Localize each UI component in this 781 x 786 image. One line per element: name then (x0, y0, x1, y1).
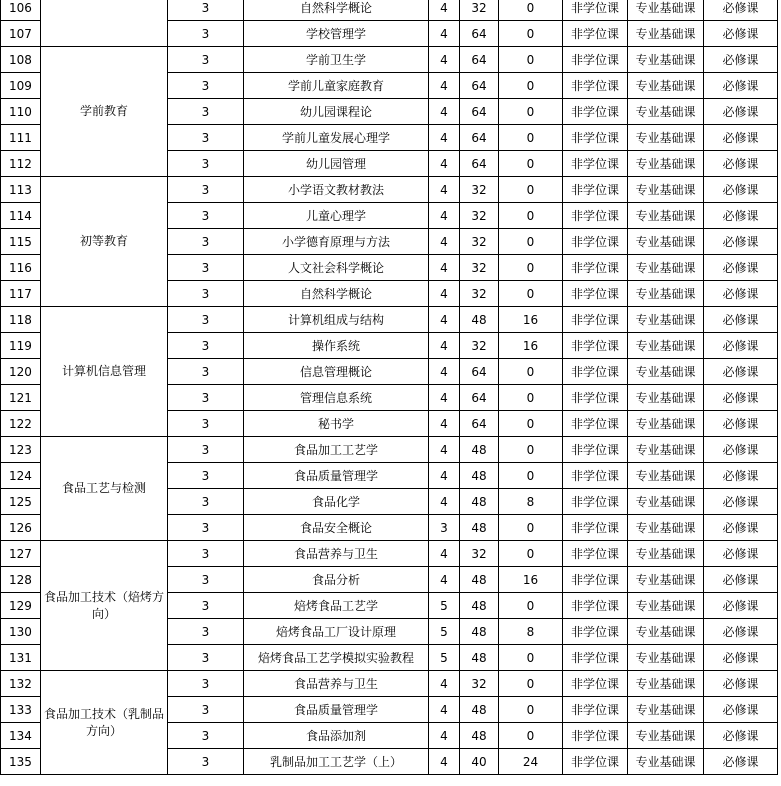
hours-cell: 64 (460, 73, 499, 99)
category-cell: 专业基础课 (628, 749, 704, 775)
major-cell: 食品工艺与检测 (41, 437, 168, 541)
hours-cell: 64 (460, 411, 499, 437)
degree-cell: 非学位课 (563, 229, 628, 255)
credit-cell: 4 (429, 463, 460, 489)
type-cell: 必修课 (704, 0, 778, 21)
degree-cell: 非学位课 (563, 0, 628, 21)
term-cell: 3 (168, 411, 244, 437)
lab-cell: 0 (499, 723, 563, 749)
term-cell: 3 (168, 723, 244, 749)
lab-cell: 0 (499, 255, 563, 281)
type-cell: 必修课 (704, 541, 778, 567)
no-cell: 108 (1, 47, 41, 73)
term-cell: 3 (168, 437, 244, 463)
no-cell: 115 (1, 229, 41, 255)
lab-cell: 0 (499, 47, 563, 73)
lab-cell: 0 (499, 21, 563, 47)
course-cell: 食品质量管理学 (244, 463, 429, 489)
category-cell: 专业基础课 (628, 515, 704, 541)
credit-cell: 5 (429, 619, 460, 645)
term-cell: 3 (168, 593, 244, 619)
no-cell: 112 (1, 151, 41, 177)
category-cell: 专业基础课 (628, 125, 704, 151)
degree-cell: 非学位课 (563, 463, 628, 489)
category-cell: 专业基础课 (628, 255, 704, 281)
credit-cell: 4 (429, 21, 460, 47)
table-row (1, 177, 778, 203)
credit-cell: 4 (429, 229, 460, 255)
no-cell: 130 (1, 619, 41, 645)
credit-cell: 3 (429, 515, 460, 541)
degree-cell: 非学位课 (563, 619, 628, 645)
lab-cell: 0 (499, 73, 563, 99)
hours-cell: 40 (460, 749, 499, 775)
type-cell: 必修课 (704, 333, 778, 359)
no-cell: 120 (1, 359, 41, 385)
hours-cell: 64 (460, 359, 499, 385)
category-cell: 专业基础课 (628, 463, 704, 489)
no-cell: 110 (1, 99, 41, 125)
type-cell: 必修课 (704, 125, 778, 151)
course-cell: 小学德育原理与方法 (244, 229, 429, 255)
major-cell (41, 0, 168, 47)
category-cell: 专业基础课 (628, 671, 704, 697)
term-cell: 3 (168, 515, 244, 541)
type-cell: 必修课 (704, 73, 778, 99)
degree-cell: 非学位课 (563, 203, 628, 229)
course-cell: 小学语文教材教法 (244, 177, 429, 203)
course-cell: 食品加工工艺学 (244, 437, 429, 463)
major-cell: 学前教育 (41, 47, 168, 177)
hours-cell: 32 (460, 229, 499, 255)
type-cell: 必修课 (704, 489, 778, 515)
major-cell: 计算机信息管理 (41, 307, 168, 437)
term-cell: 3 (168, 567, 244, 593)
credit-cell: 4 (429, 489, 460, 515)
category-cell: 专业基础课 (628, 697, 704, 723)
credit-cell: 4 (429, 125, 460, 151)
term-cell: 3 (168, 125, 244, 151)
credit-cell: 4 (429, 723, 460, 749)
term-cell: 3 (168, 203, 244, 229)
type-cell: 必修课 (704, 723, 778, 749)
type-cell: 必修课 (704, 463, 778, 489)
term-cell: 3 (168, 489, 244, 515)
lab-cell: 0 (499, 437, 563, 463)
term-cell: 3 (168, 151, 244, 177)
category-cell: 专业基础课 (628, 99, 704, 125)
credit-cell: 4 (429, 671, 460, 697)
type-cell: 必修课 (704, 359, 778, 385)
term-cell: 3 (168, 385, 244, 411)
degree-cell: 非学位课 (563, 411, 628, 437)
hours-cell: 48 (460, 515, 499, 541)
degree-cell: 非学位课 (563, 255, 628, 281)
hours-cell: 64 (460, 99, 499, 125)
type-cell: 必修课 (704, 151, 778, 177)
hours-cell: 32 (460, 281, 499, 307)
term-cell: 3 (168, 463, 244, 489)
credit-cell: 4 (429, 99, 460, 125)
term-cell: 3 (168, 73, 244, 99)
degree-cell: 非学位课 (563, 749, 628, 775)
no-cell: 107 (1, 21, 41, 47)
credit-cell: 4 (429, 437, 460, 463)
type-cell: 必修课 (704, 671, 778, 697)
degree-cell: 非学位课 (563, 151, 628, 177)
no-cell: 119 (1, 333, 41, 359)
category-cell: 专业基础课 (628, 619, 704, 645)
no-cell: 106 (1, 0, 41, 21)
category-cell: 专业基础课 (628, 411, 704, 437)
degree-cell: 非学位课 (563, 541, 628, 567)
credit-cell: 4 (429, 541, 460, 567)
degree-cell: 非学位课 (563, 99, 628, 125)
category-cell: 专业基础课 (628, 281, 704, 307)
degree-cell: 非学位课 (563, 437, 628, 463)
category-cell: 专业基础课 (628, 307, 704, 333)
no-cell: 121 (1, 385, 41, 411)
lab-cell: 8 (499, 489, 563, 515)
table-row (1, 437, 778, 463)
type-cell: 必修课 (704, 515, 778, 541)
type-cell: 必修课 (704, 749, 778, 775)
term-cell: 3 (168, 645, 244, 671)
lab-cell: 0 (499, 99, 563, 125)
category-cell: 专业基础课 (628, 229, 704, 255)
hours-cell: 48 (460, 489, 499, 515)
course-cell: 学前卫生学 (244, 47, 429, 73)
type-cell: 必修课 (704, 281, 778, 307)
course-cell: 操作系统 (244, 333, 429, 359)
credit-cell: 4 (429, 281, 460, 307)
type-cell: 必修课 (704, 645, 778, 671)
term-cell: 3 (168, 359, 244, 385)
type-cell: 必修课 (704, 255, 778, 281)
degree-cell: 非学位课 (563, 593, 628, 619)
hours-cell: 48 (460, 437, 499, 463)
type-cell: 必修课 (704, 697, 778, 723)
no-cell: 126 (1, 515, 41, 541)
hours-cell: 32 (460, 255, 499, 281)
course-cell: 秘书学 (244, 411, 429, 437)
category-cell: 专业基础课 (628, 385, 704, 411)
no-cell: 116 (1, 255, 41, 281)
degree-cell: 非学位课 (563, 671, 628, 697)
lab-cell: 0 (499, 359, 563, 385)
credit-cell: 4 (429, 411, 460, 437)
lab-cell: 0 (499, 515, 563, 541)
no-cell: 117 (1, 281, 41, 307)
no-cell: 131 (1, 645, 41, 671)
type-cell: 必修课 (704, 593, 778, 619)
term-cell: 3 (168, 697, 244, 723)
no-cell: 124 (1, 463, 41, 489)
type-cell: 必修课 (704, 437, 778, 463)
course-cell: 儿童心理学 (244, 203, 429, 229)
term-cell: 3 (168, 0, 244, 21)
major-cell: 初等教育 (41, 177, 168, 307)
degree-cell: 非学位课 (563, 307, 628, 333)
hours-cell: 32 (460, 333, 499, 359)
term-cell: 3 (168, 333, 244, 359)
term-cell: 3 (168, 749, 244, 775)
category-cell: 专业基础课 (628, 723, 704, 749)
course-cell: 食品营养与卫生 (244, 671, 429, 697)
lab-cell: 0 (499, 203, 563, 229)
category-cell: 专业基础课 (628, 0, 704, 21)
term-cell: 3 (168, 281, 244, 307)
course-cell: 乳制品加工工艺学（上） (244, 749, 429, 775)
course-cell: 焙烤食品工艺学模拟实验教程 (244, 645, 429, 671)
type-cell: 必修课 (704, 385, 778, 411)
category-cell: 专业基础课 (628, 73, 704, 99)
hours-cell: 32 (460, 541, 499, 567)
lab-cell: 0 (499, 593, 563, 619)
major-cell: 食品加工技术（焙烤方向） (41, 541, 168, 671)
category-cell: 专业基础课 (628, 489, 704, 515)
lab-cell: 8 (499, 619, 563, 645)
category-cell: 专业基础课 (628, 593, 704, 619)
credit-cell: 4 (429, 307, 460, 333)
type-cell: 必修课 (704, 619, 778, 645)
term-cell: 3 (168, 177, 244, 203)
hours-cell: 48 (460, 463, 499, 489)
lab-cell: 0 (499, 645, 563, 671)
course-cell: 食品添加剂 (244, 723, 429, 749)
hours-cell: 32 (460, 203, 499, 229)
type-cell: 必修课 (704, 307, 778, 333)
no-cell: 113 (1, 177, 41, 203)
degree-cell: 非学位课 (563, 515, 628, 541)
degree-cell: 非学位课 (563, 359, 628, 385)
hours-cell: 32 (460, 177, 499, 203)
credit-cell: 4 (429, 177, 460, 203)
category-cell: 专业基础课 (628, 567, 704, 593)
lab-cell: 0 (499, 411, 563, 437)
hours-cell: 64 (460, 21, 499, 47)
no-cell: 109 (1, 73, 41, 99)
no-cell: 135 (1, 749, 41, 775)
category-cell: 专业基础课 (628, 645, 704, 671)
table-row (1, 47, 778, 73)
hours-cell: 48 (460, 567, 499, 593)
term-cell: 3 (168, 541, 244, 567)
degree-cell: 非学位课 (563, 385, 628, 411)
course-cell: 人文社会科学概论 (244, 255, 429, 281)
credit-cell: 4 (429, 385, 460, 411)
hours-cell: 32 (460, 0, 499, 21)
type-cell: 必修课 (704, 47, 778, 73)
degree-cell: 非学位课 (563, 645, 628, 671)
term-cell: 3 (168, 21, 244, 47)
course-cell: 焙烤食品工艺学 (244, 593, 429, 619)
course-cell: 学前儿童家庭教育 (244, 73, 429, 99)
lab-cell: 16 (499, 307, 563, 333)
term-cell: 3 (168, 99, 244, 125)
hours-cell: 64 (460, 151, 499, 177)
course-cell: 计算机组成与结构 (244, 307, 429, 333)
lab-cell: 0 (499, 151, 563, 177)
type-cell: 必修课 (704, 411, 778, 437)
no-cell: 132 (1, 671, 41, 697)
lab-cell: 24 (499, 749, 563, 775)
lab-cell: 0 (499, 463, 563, 489)
no-cell: 125 (1, 489, 41, 515)
category-cell: 专业基础课 (628, 437, 704, 463)
term-cell: 3 (168, 255, 244, 281)
type-cell: 必修课 (704, 567, 778, 593)
course-cell: 管理信息系统 (244, 385, 429, 411)
category-cell: 专业基础课 (628, 359, 704, 385)
type-cell: 必修课 (704, 21, 778, 47)
lab-cell: 0 (499, 281, 563, 307)
major-cell: 食品加工技术（乳制品方向） (41, 671, 168, 775)
table-row (1, 671, 778, 697)
lab-cell: 0 (499, 0, 563, 21)
course-cell: 自然科学概论 (244, 0, 429, 21)
category-cell: 专业基础课 (628, 151, 704, 177)
course-table-body (1, 0, 778, 775)
no-cell: 127 (1, 541, 41, 567)
hours-cell: 32 (460, 671, 499, 697)
hours-cell: 48 (460, 619, 499, 645)
course-cell: 食品化学 (244, 489, 429, 515)
credit-cell: 4 (429, 749, 460, 775)
degree-cell: 非学位课 (563, 489, 628, 515)
term-cell: 3 (168, 671, 244, 697)
table-row (1, 541, 778, 567)
no-cell: 111 (1, 125, 41, 151)
degree-cell: 非学位课 (563, 333, 628, 359)
category-cell: 专业基础课 (628, 47, 704, 73)
course-cell: 食品质量管理学 (244, 697, 429, 723)
no-cell: 128 (1, 567, 41, 593)
no-cell: 133 (1, 697, 41, 723)
lab-cell: 16 (499, 333, 563, 359)
table-row (1, 307, 778, 333)
table-row (1, 0, 778, 21)
credit-cell: 5 (429, 593, 460, 619)
course-cell: 学校管理学 (244, 21, 429, 47)
hours-cell: 64 (460, 125, 499, 151)
no-cell: 122 (1, 411, 41, 437)
credit-cell: 4 (429, 0, 460, 21)
course-cell: 食品安全概论 (244, 515, 429, 541)
degree-cell: 非学位课 (563, 281, 628, 307)
no-cell: 134 (1, 723, 41, 749)
term-cell: 3 (168, 229, 244, 255)
course-cell: 食品分析 (244, 567, 429, 593)
credit-cell: 4 (429, 567, 460, 593)
term-cell: 3 (168, 619, 244, 645)
lab-cell: 0 (499, 385, 563, 411)
course-cell: 幼儿园管理 (244, 151, 429, 177)
credit-cell: 4 (429, 333, 460, 359)
hours-cell: 64 (460, 385, 499, 411)
no-cell: 123 (1, 437, 41, 463)
hours-cell: 48 (460, 645, 499, 671)
no-cell: 129 (1, 593, 41, 619)
category-cell: 专业基础课 (628, 333, 704, 359)
degree-cell: 非学位课 (563, 47, 628, 73)
degree-cell: 非学位课 (563, 73, 628, 99)
course-cell: 食品营养与卫生 (244, 541, 429, 567)
lab-cell: 0 (499, 697, 563, 723)
credit-cell: 4 (429, 73, 460, 99)
degree-cell: 非学位课 (563, 125, 628, 151)
category-cell: 专业基础课 (628, 177, 704, 203)
term-cell: 3 (168, 307, 244, 333)
lab-cell: 0 (499, 229, 563, 255)
hours-cell: 48 (460, 307, 499, 333)
term-cell: 3 (168, 47, 244, 73)
degree-cell: 非学位课 (563, 697, 628, 723)
course-cell: 自然科学概论 (244, 281, 429, 307)
credit-cell: 4 (429, 359, 460, 385)
course-cell: 信息管理概论 (244, 359, 429, 385)
hours-cell: 48 (460, 593, 499, 619)
degree-cell: 非学位课 (563, 723, 628, 749)
category-cell: 专业基础课 (628, 541, 704, 567)
course-cell: 学前儿童发展心理学 (244, 125, 429, 151)
degree-cell: 非学位课 (563, 177, 628, 203)
no-cell: 118 (1, 307, 41, 333)
degree-cell: 非学位课 (563, 567, 628, 593)
category-cell: 专业基础课 (628, 21, 704, 47)
type-cell: 必修课 (704, 99, 778, 125)
credit-cell: 4 (429, 255, 460, 281)
lab-cell: 0 (499, 671, 563, 697)
degree-cell: 非学位课 (563, 21, 628, 47)
credit-cell: 4 (429, 47, 460, 73)
credit-cell: 4 (429, 151, 460, 177)
credit-cell: 4 (429, 697, 460, 723)
no-cell: 114 (1, 203, 41, 229)
lab-cell: 0 (499, 541, 563, 567)
category-cell: 专业基础课 (628, 203, 704, 229)
type-cell: 必修课 (704, 203, 778, 229)
type-cell: 必修课 (704, 177, 778, 203)
type-cell: 必修课 (704, 229, 778, 255)
lab-cell: 16 (499, 567, 563, 593)
credit-cell: 5 (429, 645, 460, 671)
hours-cell: 64 (460, 47, 499, 73)
course-cell: 幼儿园课程论 (244, 99, 429, 125)
lab-cell: 0 (499, 125, 563, 151)
hours-cell: 48 (460, 697, 499, 723)
lab-cell: 0 (499, 177, 563, 203)
hours-cell: 48 (460, 723, 499, 749)
course-cell: 焙烤食品工厂设计原理 (244, 619, 429, 645)
credit-cell: 4 (429, 203, 460, 229)
